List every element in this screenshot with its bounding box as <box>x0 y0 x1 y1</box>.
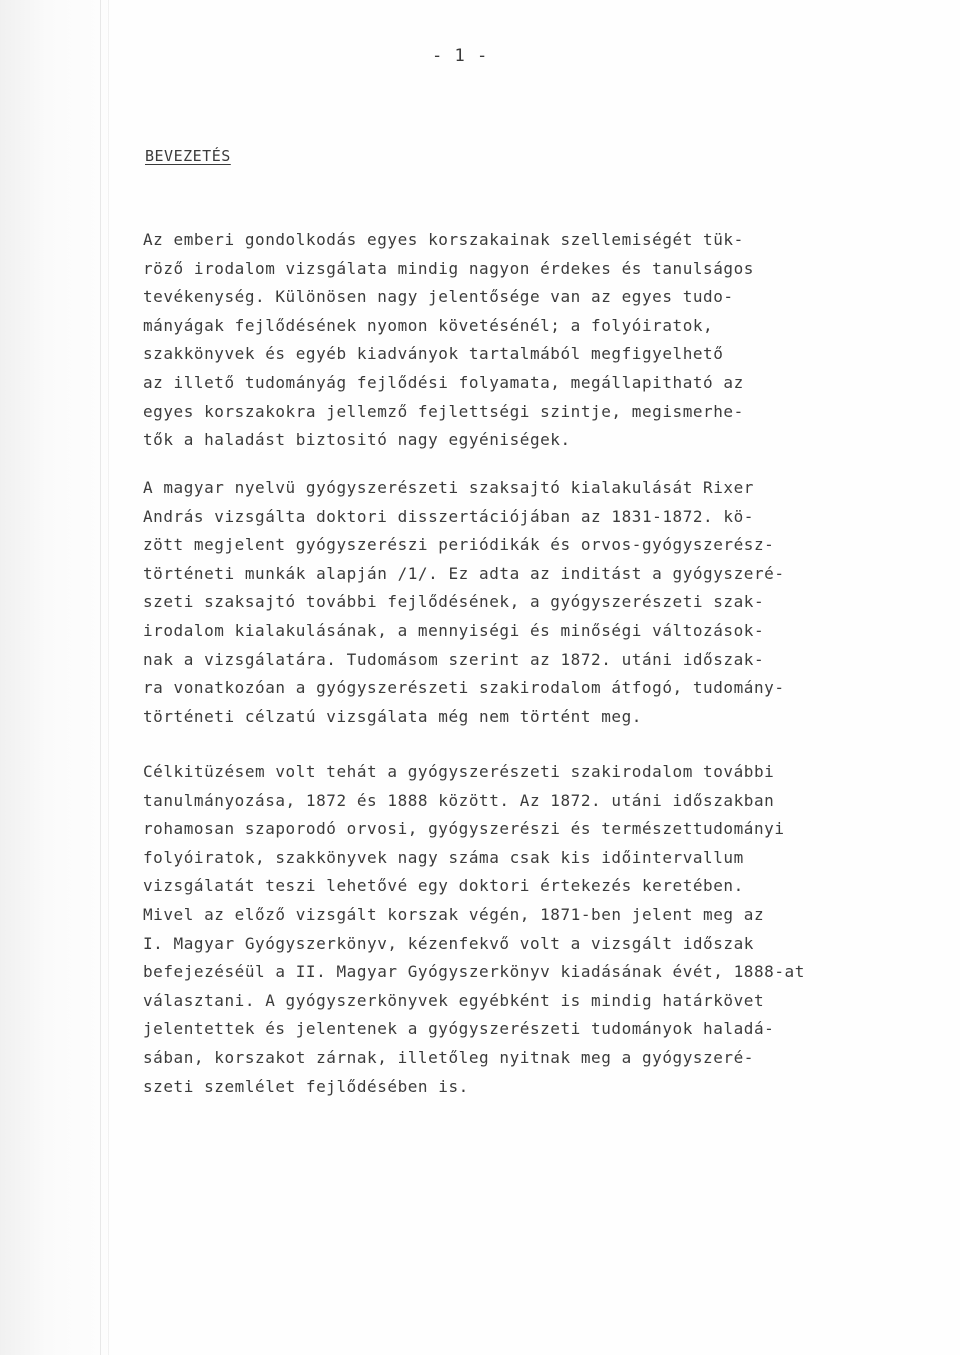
text-line: tanulmányozása, 1872 és 1888 között. Az 1872. utáni időszakban <box>143 790 775 810</box>
text-line: vizsgálatát teszi lehetővé egy doktori értekezés keretében. <box>143 876 744 896</box>
text-line: folyóiratok, szakkönyvek nagy száma csak kis időintervallum <box>143 847 744 867</box>
text-line: A magyar nyelvü gyógyszerészeti szaksajtó kialakulását Rixer <box>143 478 754 497</box>
text-line: I. Magyar Gyógyszerkönyv, kézenfekvő volt a vizsgált időszak <box>143 933 754 953</box>
text-line: szeti szemlélet fejlődésében is. <box>143 1076 469 1096</box>
text-line: ra vonatkozóan a gyógyszerészeti szakirodalom átfogó, tudomány- <box>143 678 785 698</box>
text-line: mányágak fejlődésének nyomon követésénél; a folyóiratok, <box>143 315 714 335</box>
scan-binding-line <box>108 0 109 1355</box>
text-line: jelentettek és jelentenek a gyógyszerészeti tudományok haladá- <box>143 1019 775 1039</box>
text-line: tevékenység. Különösen nagy jelentősége van az egyes tudo- <box>143 287 734 307</box>
text-line: András vizsgálta doktori disszertációjában az 1831-1872. kö- <box>143 506 754 526</box>
text-line: irodalom kialakulásának, a mennyiségi és minőségi változások- <box>143 620 765 640</box>
text-line: történeti munkák alapján /1/. Ez adta az inditást a gyógyszeré- <box>143 563 785 583</box>
text-line: az illető tudományág fejlődési folyamata, megállapitható az <box>143 372 744 392</box>
text-line: sában, korszakot zárnak, illetőleg nyitnak meg a gyógyszeré- <box>143 1047 754 1067</box>
text-line: tők a haladást biztositó nagy egyéniségek. <box>143 430 571 450</box>
text-line: egyes korszakokra jellemző fejlettségi szintje, megismerhe- <box>143 401 744 421</box>
text-line: szeti szaksajtó további fejlődésének, a gyógyszerészeti szak- <box>143 592 765 612</box>
text-line: rohamosan szaporodó orvosi, gyógyszerészi és természettudományi <box>143 819 785 839</box>
paragraph-1 <box>143 226 933 455</box>
section-heading: BEVEZETÉS <box>145 147 231 165</box>
text-line: választani. A gyógyszerkönyvek egyébként is mindig határkövet <box>143 990 765 1010</box>
text-line: Az emberi gondolkodás egyes korszakainak szellemiségét tük- <box>143 230 744 249</box>
scan-binding-line <box>100 0 101 1355</box>
text-line: történeti célzatú vizsgálata még nem történt meg. <box>143 706 642 726</box>
text-line: zött megjelent gyógyszerészi periódikák és orvos-gyógyszerész- <box>143 535 775 555</box>
text-line: befejezéséül a II. Magyar Gyógyszerkönyv kiadásának évét, 1888-at <box>143 962 805 982</box>
text-line: Mivel az előző vizsgált korszak végén, 1871-ben jelent meg az <box>143 904 765 924</box>
text-line: szakkönyvek és egyéb kiadványok tartalmából megfigyelhető <box>143 344 724 364</box>
text-line: Célkitüzésem volt tehát a gyógyszerészeti szakirodalom további <box>143 762 775 781</box>
paragraph-2 <box>143 474 933 731</box>
paragraph-3 <box>143 758 933 1101</box>
scan-binding-shadow <box>0 0 120 1355</box>
text-line: nak a vizsgálatára. Tudomásom szerint az 1872. utáni időszak- <box>143 649 765 669</box>
text-line: röző irodalom vizsgálata mindig nagyon érdekes és tanulságos <box>143 258 754 278</box>
page-number: - 1 - <box>432 46 489 66</box>
